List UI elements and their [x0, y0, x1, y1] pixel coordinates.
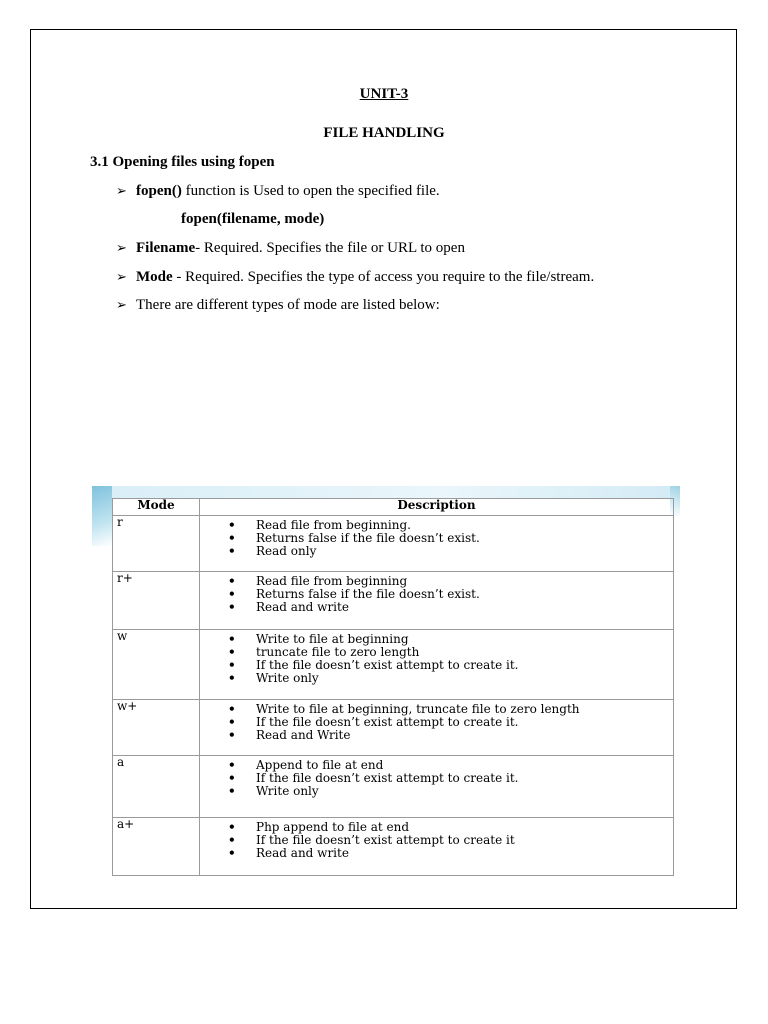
description-text: Write only — [256, 671, 319, 685]
mode-cell: r — [113, 516, 200, 572]
arrow-bullet-icon: ➢ — [116, 298, 127, 313]
description-text: Returns false if the file doesn’t exist. — [256, 531, 480, 545]
description-text: Write to file at beginning, truncate file to zero length — [256, 702, 580, 716]
arrow-bullet-icon: ➢ — [116, 184, 127, 199]
description-text: Write only — [256, 784, 319, 798]
description-item — [228, 847, 669, 860]
bullet-text: function is Used to open the specified file. — [181, 183, 440, 199]
description-text: Read only — [256, 544, 317, 558]
mode-cell: r+ — [113, 572, 200, 630]
description-cell — [200, 630, 674, 700]
bullet-dot-icon: • — [228, 771, 236, 785]
description-text: Read and write — [256, 600, 349, 614]
bullet-dot-icon: • — [228, 758, 236, 772]
image-background — [92, 486, 112, 546]
description-item — [228, 672, 669, 685]
section-heading: 3.1 Opening files using fopen — [90, 154, 275, 170]
description-text: Read file from beginning — [256, 574, 408, 588]
bullet-dot-icon: • — [228, 715, 236, 729]
modes-table-image — [92, 486, 680, 882]
description-item — [228, 545, 669, 558]
bullet-dot-icon: • — [228, 833, 236, 847]
description-text: Returns false if the file doesn’t exist. — [256, 587, 480, 601]
description-text: truncate file to zero length — [256, 645, 420, 659]
mode-cell: a+ — [113, 818, 200, 876]
description-cell — [200, 818, 674, 876]
bullet-dot-icon: • — [228, 544, 236, 558]
image-background — [92, 486, 680, 498]
bullet-dot-icon: • — [228, 846, 236, 860]
description-text: If the file doesn’t exist attempt to create it. — [256, 658, 519, 672]
table-body — [113, 516, 674, 876]
unit-title: UNIT-3 — [359, 86, 409, 102]
arrow-bullet-icon: ➢ — [116, 270, 127, 285]
table-row — [113, 572, 674, 630]
bullet-dot-icon: • — [228, 632, 236, 646]
table-row — [113, 818, 674, 876]
description-item — [228, 729, 669, 742]
bullet-dot-icon: • — [228, 820, 236, 834]
description-text: If the file doesn’t exist attempt to create it. — [256, 715, 519, 729]
bullet-dot-icon: • — [228, 574, 236, 588]
description-text: Read and Write — [256, 728, 351, 742]
bullet-dot-icon: • — [228, 728, 236, 742]
description-text: Append to file at end — [256, 758, 384, 772]
bullet-dot-icon: • — [228, 518, 236, 532]
header-mode: Mode — [113, 499, 200, 516]
bullet-dot-icon: • — [228, 645, 236, 659]
main-heading: FILE HANDLING — [323, 125, 445, 141]
mode-cell: w — [113, 630, 200, 700]
description-cell — [200, 516, 674, 572]
table-row — [113, 700, 674, 756]
description-text: Write to file at beginning — [256, 632, 409, 646]
description-cell — [200, 756, 674, 818]
table-header-row — [113, 499, 674, 516]
description-item — [228, 785, 669, 798]
arrow-bullet-icon: ➢ — [116, 241, 127, 256]
bullet-text: There are different types of mode are listed below: — [136, 297, 440, 313]
description-item — [228, 601, 669, 614]
description-text: If the file doesn’t exist attempt to create it — [256, 833, 515, 847]
header-description: Description — [200, 499, 674, 516]
table-row — [113, 630, 674, 700]
bullet-bold: Mode — [136, 269, 173, 285]
description-text: Read file from beginning. — [256, 518, 411, 532]
description-text: If the file doesn’t exist attempt to create it. — [256, 771, 519, 785]
description-text: Read and write — [256, 846, 349, 860]
bullet-bold: Filename — [136, 240, 196, 256]
modes-table — [112, 498, 674, 876]
fopen-syntax: fopen(filename, mode) — [181, 211, 325, 227]
bullet-fopen — [116, 183, 440, 200]
bullet-dot-icon: • — [228, 531, 236, 545]
description-text: Php append to file at end — [256, 820, 410, 834]
table-row — [113, 516, 674, 572]
bullet-dot-icon: • — [228, 671, 236, 685]
bullet-dot-icon: • — [228, 702, 236, 716]
bullet-modes-intro — [116, 297, 440, 314]
bullet-text: - Required. Specifies the file or URL to open — [195, 240, 465, 256]
description-cell — [200, 572, 674, 630]
bullet-dot-icon: • — [228, 658, 236, 672]
bullet-filename — [116, 240, 465, 257]
bullet-bold: fopen() — [136, 183, 182, 199]
bullet-mode — [116, 269, 594, 286]
bullet-dot-icon: • — [228, 600, 236, 614]
bullet-dot-icon: • — [228, 784, 236, 798]
bullet-text: - Required. Specifies the type of access you require to the file/stream. — [172, 269, 595, 285]
mode-cell: a — [113, 756, 200, 818]
mode-cell: w+ — [113, 700, 200, 756]
bullet-dot-icon: • — [228, 587, 236, 601]
description-cell — [200, 700, 674, 756]
table-row — [113, 756, 674, 818]
